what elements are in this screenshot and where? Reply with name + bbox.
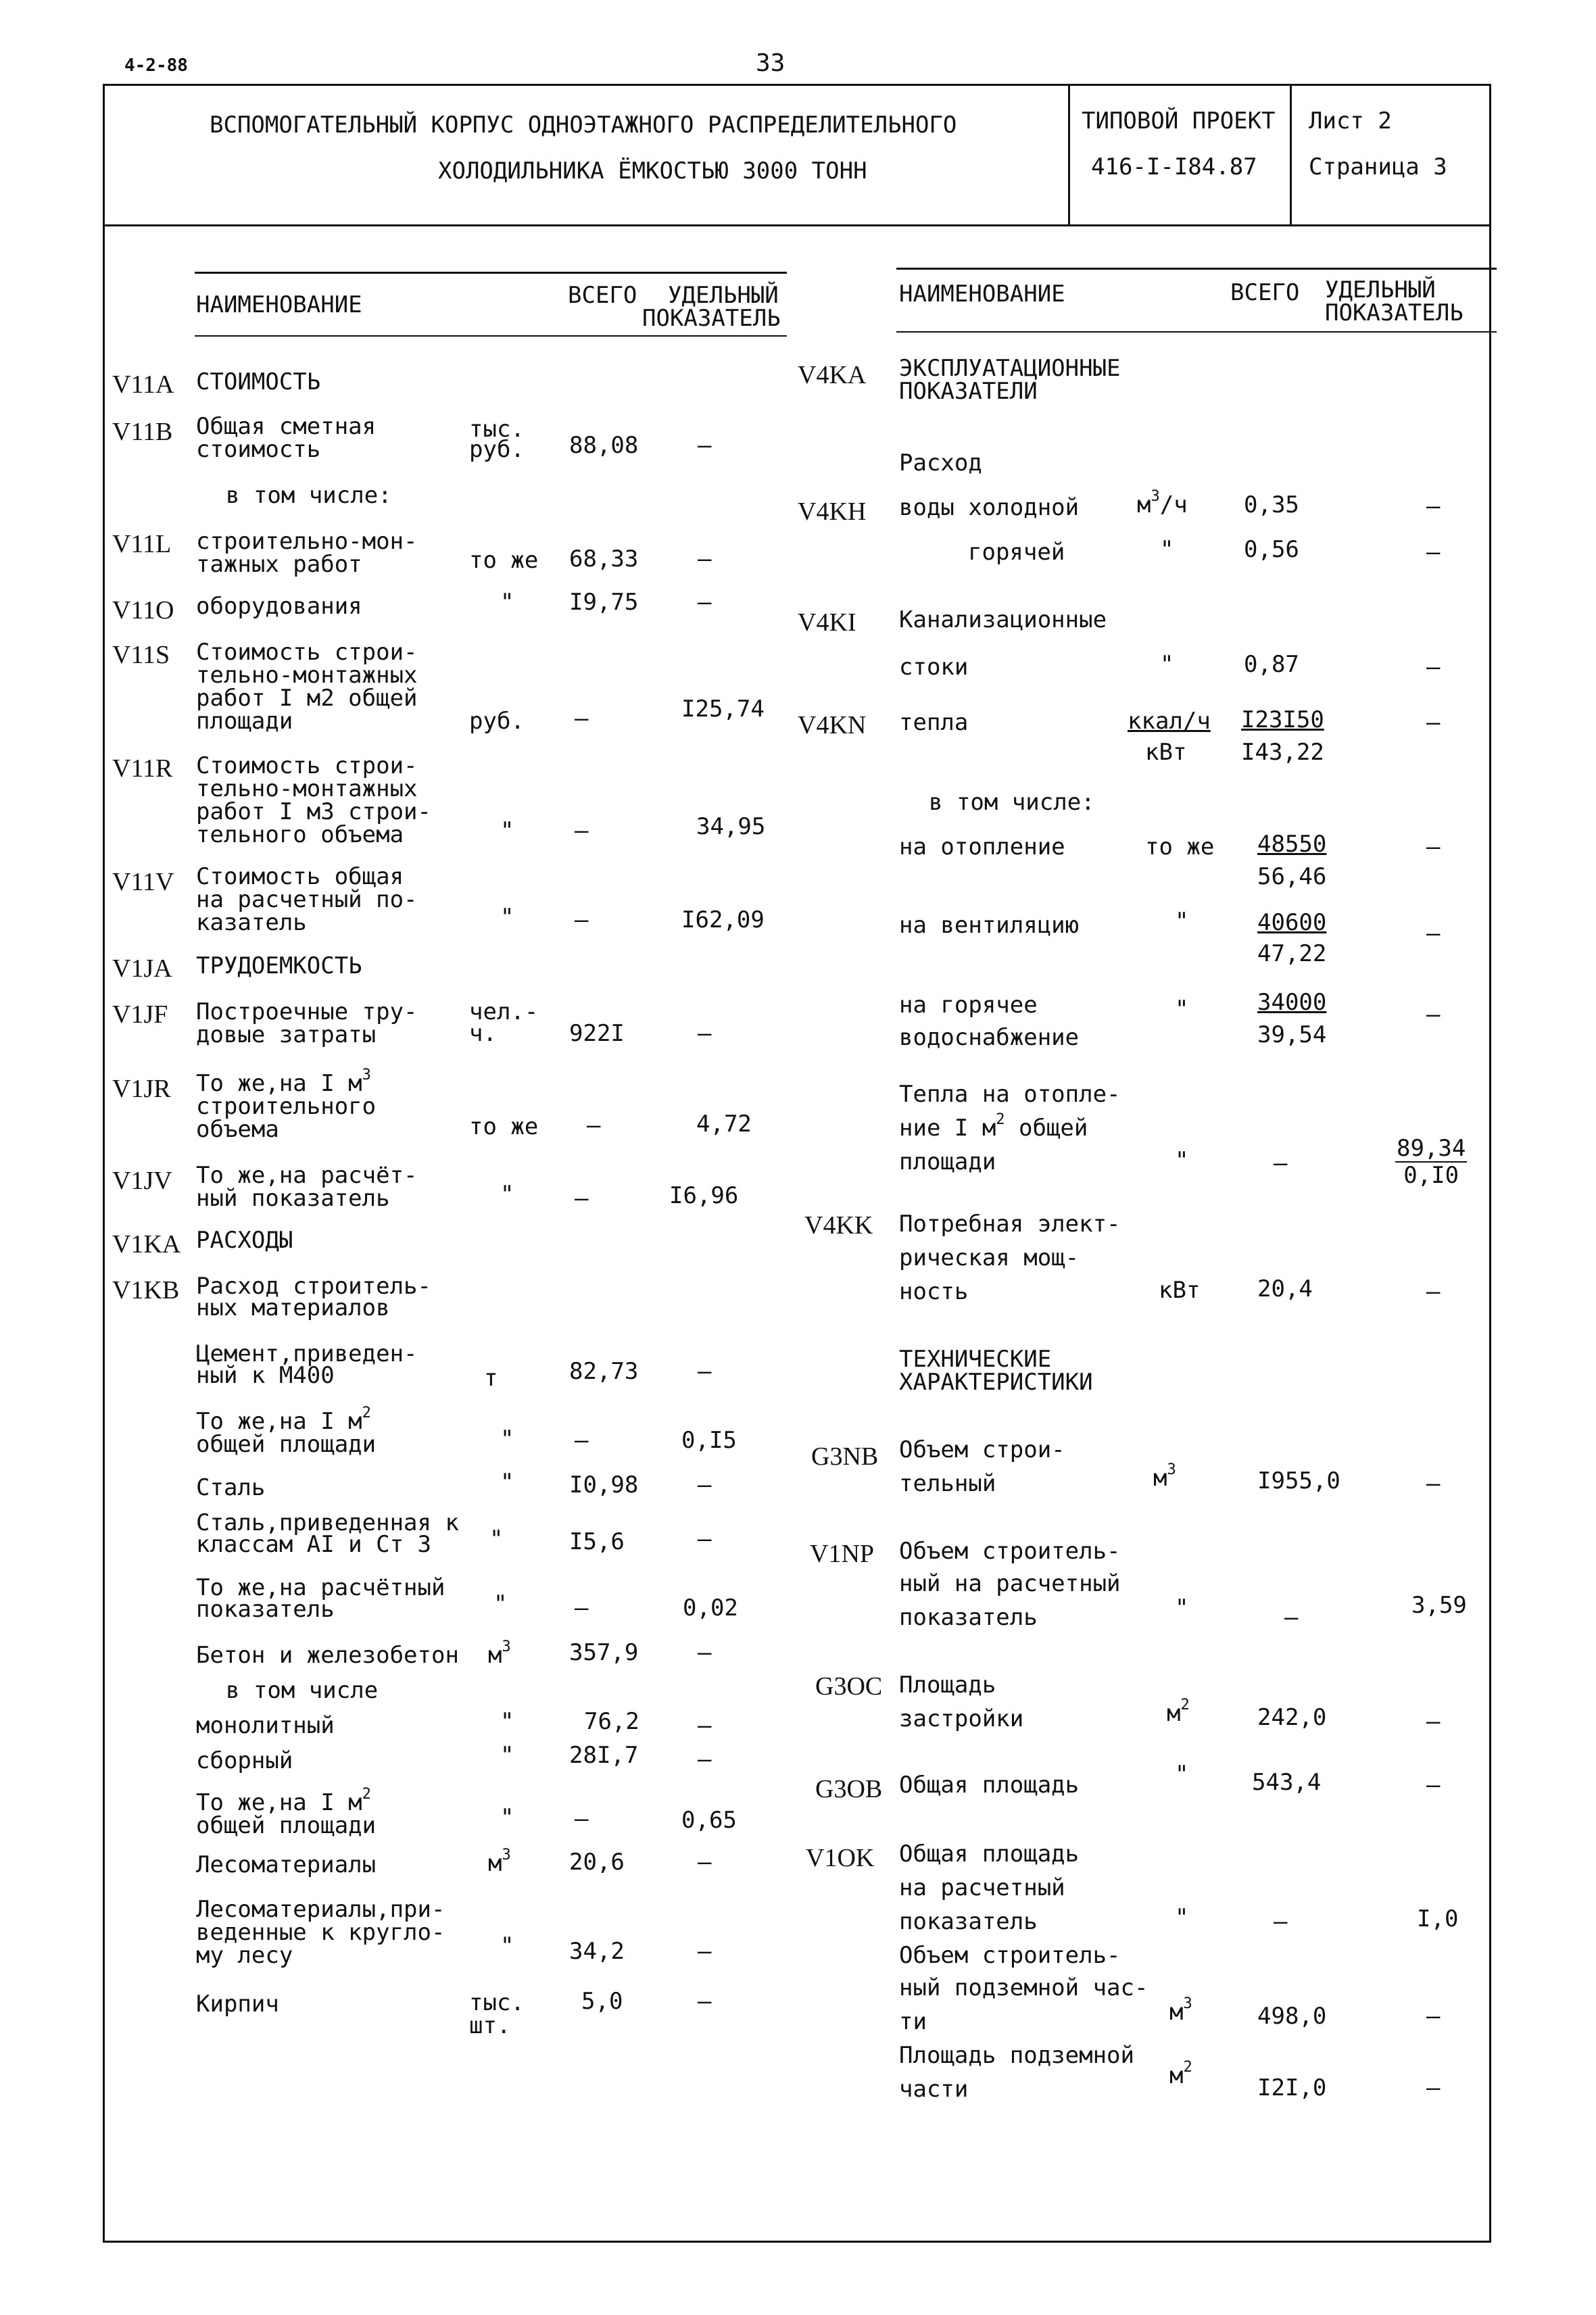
left-row-unit: то же	[469, 1113, 539, 1140]
right-row-code: V4KN	[798, 711, 867, 739]
right-row-unit	[1169, 1995, 1192, 2026]
right-row-spec: –	[1426, 1278, 1441, 1305]
left-row-name: стоимость	[196, 436, 321, 463]
right-row-unit: кВт	[1145, 739, 1187, 766]
left-row-unit: "	[500, 1804, 514, 1831]
left-header-spec-2: ПОКАЗАТЕЛЬ	[642, 305, 781, 332]
right-row-spec: –	[1426, 920, 1441, 947]
project-label: ТИПОВОЙ ПРОЕКТ	[1082, 107, 1276, 135]
unit-text: м	[1169, 2062, 1184, 2089]
right-row-name: застройки	[899, 1705, 1024, 1732]
left-row-name: показатель	[196, 1596, 335, 1623]
right-row-name: Объем строи-	[899, 1436, 1065, 1463]
right-header-spec-1: УДЕЛЬНЫЙ	[1325, 276, 1436, 303]
right-row-spec: –	[1426, 1772, 1441, 1799]
left-row-unit	[488, 1847, 511, 1877]
left-row-code: V1JV	[112, 1167, 172, 1195]
superscript: 2	[996, 1111, 1005, 1128]
left-row-name: классам АI и Ст 3	[196, 1531, 431, 1558]
left-row-name: Сталь,приведенная к	[196, 1509, 459, 1536]
right-row-name: Потребная элект-	[899, 1211, 1121, 1238]
left-row-unit: "	[500, 904, 514, 931]
right-row-name: Расход	[899, 449, 982, 477]
left-header-top-rule	[195, 272, 787, 274]
left-row-unit: "	[489, 1526, 504, 1553]
right-row-name: площади	[899, 1148, 996, 1175]
right-row-name: ЭКСПЛУАТАЦИОННЫЕ	[899, 355, 1121, 382]
right-row-code: G3OB	[815, 1775, 883, 1803]
left-row-name: Расход строитель-	[196, 1273, 431, 1300]
left-row-total: 20,6	[569, 1849, 625, 1876]
superscript: 3	[502, 1638, 511, 1655]
superscript: 2	[362, 1786, 371, 1803]
right-row-total: 39,54	[1257, 1021, 1327, 1048]
left-row-name: Стоимость общая	[196, 863, 404, 890]
left-row-name: веденные к кругло-	[196, 1919, 445, 1946]
superscript: 2	[1180, 1697, 1190, 1713]
title-divider-1	[1068, 84, 1070, 226]
right-row-spec: –	[1426, 1470, 1441, 1497]
left-row-unit: "	[500, 1708, 514, 1735]
left-row-unit: "	[500, 1425, 514, 1453]
left-row-name: тельного объема	[196, 821, 404, 848]
left-row-total: 28I,7	[569, 1742, 639, 1769]
left-header-name: НАИМЕНОВАНИЕ	[196, 291, 362, 318]
left-row-total: 88,08	[569, 432, 639, 459]
left-row-total: I0,98	[569, 1471, 639, 1498]
left-row-name: То же,на расчётный	[196, 1574, 445, 1601]
right-row-name: на расчетный	[899, 1874, 1065, 1901]
left-row-name: Стоимость строи-	[196, 639, 418, 666]
left-row-total: 68,33	[569, 545, 639, 572]
left-row-code: V1JF	[112, 1000, 168, 1029]
right-row-name: на вентиляцию	[899, 912, 1080, 939]
right-row-unit: "	[1175, 1147, 1189, 1174]
left-row-name: Общая сметная	[196, 413, 377, 440]
unit-text: м	[1153, 1465, 1167, 1492]
right-row-name: Площадь подземной	[899, 2042, 1134, 2069]
left-row-unit: тыс.	[469, 416, 525, 443]
left-row-total: 357,9	[569, 1639, 639, 1666]
left-row-unit: "	[500, 1742, 514, 1769]
left-row-spec: 0,I5	[681, 1427, 737, 1454]
left-row-name: Сталь	[196, 1474, 266, 1501]
left-row-code: V11B	[112, 418, 173, 446]
right-row-name-text: ние I м	[899, 1115, 996, 1142]
left-row-code: V11R	[112, 754, 173, 783]
right-row-unit: "	[1160, 651, 1174, 678]
left-row-total: 82,73	[569, 1358, 639, 1385]
right-row-code: G3NB	[811, 1442, 879, 1471]
left-row-total: –	[575, 705, 589, 732]
left-row-total: –	[575, 817, 589, 844]
left-row-code: V1KB	[112, 1276, 180, 1305]
left-row-unit: "	[500, 1181, 514, 1208]
fraction-denominator: 0,I0	[1403, 1162, 1459, 1189]
right-row-name: воды холодной	[899, 494, 1080, 521]
left-row-spec: –	[698, 1849, 712, 1876]
left-row-spec: I62,09	[681, 906, 765, 933]
right-row-total: 543,4	[1252, 1769, 1322, 1796]
right-row-total: I23I50	[1241, 706, 1324, 733]
left-row-unit: "	[493, 1590, 508, 1617]
left-row-name: му лесу	[196, 1942, 293, 1969]
left-row-spec: 0,65	[681, 1807, 737, 1834]
title-line-1: ВСПОМОГАТЕЛЬНЫЙ КОРПУС ОДНОЭТАЖНОГО РАСПРЕДЕЛИТЕЛЬНОГО	[210, 112, 957, 139]
left-row-name: Цемент,приведен-	[196, 1340, 418, 1367]
right-row-name: Объем строитель-	[899, 1942, 1121, 1969]
left-row-code: V11A	[112, 370, 174, 399]
superscript: 2	[1183, 2059, 1192, 2076]
unit-text: м	[1137, 491, 1151, 518]
left-row-spec: –	[698, 1712, 712, 1739]
left-row-name	[196, 1067, 371, 1097]
left-row-name: объема	[196, 1116, 279, 1143]
left-row-code: V11L	[112, 530, 172, 558]
right-row-total: 20,4	[1257, 1275, 1313, 1302]
right-row-name: тельный	[899, 1470, 996, 1497]
left-row-code: V1KA	[112, 1230, 181, 1259]
unit-text: м	[488, 1850, 502, 1877]
right-row-unit: ккал/ч	[1128, 708, 1211, 735]
left-row-name: РАСХОДЫ	[196, 1227, 293, 1254]
left-row-name: тельно-монтажных	[196, 775, 418, 802]
left-row-name: ТРУДОЕМКОСТЬ	[196, 952, 362, 979]
left-row-code: V11V	[112, 868, 174, 896]
right-row-name: ПОКАЗАТЕЛИ	[899, 378, 1038, 405]
unit-text: /ч	[1159, 491, 1188, 518]
left-row-unit: шт.	[469, 2012, 511, 2039]
left-row-spec: –	[698, 1988, 712, 2015]
right-row-name: ХАРАКТЕРИСТИКИ	[899, 1369, 1093, 1396]
left-row-name	[196, 1786, 371, 1816]
right-row-name: ТЕХНИЧЕСКИЕ	[899, 1346, 1052, 1373]
left-row-name: оборудования	[196, 593, 362, 620]
right-row-name: Объем строитель-	[899, 1538, 1121, 1565]
left-row-name: СТОИМОСТЬ	[196, 368, 321, 395]
left-row-unit: чел.-	[469, 998, 539, 1025]
right-row-total: 48550	[1257, 831, 1327, 858]
right-row-name: в том числе:	[929, 789, 1095, 816]
right-row-name: Канализационные	[899, 606, 1107, 633]
left-row-spec: –	[698, 432, 712, 459]
right-row-name: стоки	[899, 654, 969, 681]
right-row-code: V1NP	[810, 1540, 875, 1568]
right-row-spec-fraction	[1395, 1137, 1467, 1187]
left-row-spec: 0,02	[683, 1594, 738, 1622]
left-row-total: 5,0	[581, 1988, 623, 2015]
superscript: 3	[1183, 1995, 1192, 2012]
left-row-spec: 34,95	[696, 813, 766, 840]
left-row-code: V1JR	[112, 1075, 171, 1103]
left-row-name: тажных работ	[196, 551, 362, 578]
left-row-spec: –	[698, 1020, 712, 1047]
left-row-spec: –	[698, 589, 712, 616]
right-row-total: 0,87	[1244, 651, 1299, 678]
left-row-name: Стоимость строи-	[196, 752, 418, 779]
left-row-unit	[488, 1638, 511, 1669]
right-row-spec: –	[1426, 539, 1441, 566]
right-row-code: V4KK	[804, 1211, 873, 1240]
right-row-total: –	[1274, 1150, 1288, 1177]
left-row-name: в том числе:	[226, 482, 392, 509]
right-row-code: V4KH	[798, 497, 867, 526]
left-row-code: V11S	[112, 641, 170, 669]
left-row-name: на расчетный по-	[196, 886, 418, 913]
left-row-unit: руб.	[469, 436, 525, 463]
right-row-name: Общая площадь	[899, 1841, 1080, 1868]
right-row-total: 0,35	[1244, 491, 1299, 518]
right-header-bottom-rule	[896, 331, 1497, 333]
right-row-unit: то же	[1145, 833, 1215, 860]
left-row-name: в том числе	[226, 1677, 379, 1704]
right-row-name: показатель	[899, 1908, 1038, 1935]
left-header-bottom-rule	[195, 335, 787, 337]
left-row-name: Бетон и железобетон	[196, 1642, 459, 1669]
right-row-total: I955,0	[1257, 1467, 1340, 1494]
title-divider-2	[1290, 84, 1292, 226]
right-row-total: –	[1284, 1604, 1299, 1631]
right-row-spec: –	[1426, 1708, 1441, 1735]
right-row-name: Общая площадь	[899, 1772, 1080, 1799]
left-row-name: строительного	[196, 1093, 377, 1120]
right-row-name: ти	[899, 2008, 927, 2035]
left-row-unit: руб.	[469, 708, 525, 735]
left-row-name: площади	[196, 708, 293, 735]
right-row-spec: 3,59	[1411, 1592, 1467, 1619]
right-row-unit: "	[1175, 1594, 1189, 1622]
page-label: Страница 3	[1309, 153, 1447, 180]
right-row-total: I2I,0	[1257, 2074, 1327, 2101]
left-row-total: 34,2	[569, 1938, 625, 1965]
right-row-name: на отопление	[899, 833, 1065, 860]
left-row-spec: 4,72	[696, 1111, 752, 1138]
title-block-bottom-line	[103, 224, 1491, 226]
right-row-spec: –	[1426, 1001, 1441, 1028]
left-row-name: ный к М400	[196, 1362, 335, 1389]
left-row-spec: –	[698, 1471, 712, 1498]
left-row-code: V11O	[112, 596, 174, 625]
left-row-code: V1JA	[112, 954, 172, 983]
right-row-code: G3OC	[815, 1672, 883, 1701]
left-row-total: 922I	[569, 1020, 625, 1047]
left-row-name: строительно-мон-	[196, 528, 418, 555]
right-row-total: 56,46	[1257, 863, 1327, 890]
left-row-name: То же,на расчёт-	[196, 1162, 418, 1189]
superscript: 3	[1167, 1461, 1176, 1478]
right-row-unit: "	[1160, 536, 1174, 563]
title-line-2: ХОЛОДИЛЬНИКА ЁМКОСТЬЮ 3000 ТОНН	[438, 157, 867, 185]
right-row-unit	[1137, 488, 1188, 518]
right-row-unit: кВт	[1159, 1277, 1201, 1304]
left-row-name: казатель	[196, 909, 307, 936]
left-row-name: Лесоматериалы	[196, 1851, 377, 1878]
right-row-name-text: общей	[1005, 1115, 1088, 1142]
left-row-total: –	[587, 1112, 601, 1139]
left-row-total: –	[575, 1427, 589, 1454]
unit-text: м	[1169, 1999, 1184, 2026]
right-row-unit: "	[1175, 1904, 1189, 1931]
right-row-name	[899, 1111, 1088, 1142]
right-row-name: на горячее	[899, 992, 1038, 1019]
right-row-spec: –	[1426, 2074, 1441, 2101]
right-row-name: рическая мощ-	[899, 1244, 1080, 1271]
right-row-unit	[1169, 2059, 1192, 2089]
right-row-code: V4KI	[798, 608, 856, 637]
right-row-unit	[1153, 1461, 1176, 1492]
left-row-spec: –	[698, 1746, 712, 1773]
left-row-spec: –	[698, 1639, 712, 1666]
left-row-name: довые затраты	[196, 1021, 377, 1048]
project-number: 416-I-I84.87	[1091, 153, 1257, 180]
right-row-spec: –	[1426, 654, 1441, 681]
left-row-name: Построечные тру-	[196, 998, 418, 1025]
left-row-unit: т	[484, 1365, 498, 1392]
right-row-total: 47,22	[1257, 940, 1327, 967]
left-row-spec: I6,96	[669, 1182, 739, 1209]
right-row-name: Тепла на отопле-	[899, 1081, 1121, 1108]
superscript: 2	[362, 1405, 371, 1421]
right-row-total: 498,0	[1257, 2003, 1327, 2030]
left-row-unit: тыс.	[469, 1989, 525, 2016]
left-row-name: общей площади	[196, 1812, 377, 1839]
left-row-name: общей площади	[196, 1431, 377, 1458]
right-header-top-rule	[896, 268, 1497, 270]
right-row-spec: –	[1426, 2003, 1441, 2030]
right-row-unit: "	[1175, 908, 1189, 935]
left-row-name: тельно-монтажных	[196, 662, 418, 689]
right-row-code: V1OK	[806, 1844, 875, 1872]
left-row-spec: –	[698, 1938, 712, 1965]
right-row-total: 34000	[1257, 989, 1327, 1016]
left-row-total: –	[575, 1185, 589, 1212]
doc-code: 4-2-88	[124, 55, 188, 76]
left-row-name: работ I м3 строи-	[196, 798, 431, 825]
left-row-name: монолитный	[196, 1712, 335, 1739]
right-row-name: водоснабжение	[899, 1024, 1080, 1051]
left-row-unit: "	[500, 1932, 514, 1959]
left-row-unit: "	[500, 589, 514, 616]
left-row-unit: то же	[469, 547, 539, 574]
page-number: 33	[756, 49, 785, 77]
right-row-unit: "	[1175, 996, 1189, 1023]
left-row-name: работ I м2 общей	[196, 685, 418, 712]
right-row-name: горячей	[968, 539, 1065, 566]
sheet-label: Лист 2	[1309, 107, 1392, 135]
left-row-unit: ч.	[469, 1020, 497, 1047]
left-row-total: 76,2	[584, 1708, 639, 1735]
right-header-name: НАИМЕНОВАНИЕ	[899, 281, 1065, 308]
left-row-total: I9,75	[569, 589, 639, 616]
right-row-name: ный на расчетный	[899, 1570, 1121, 1597]
left-row-total: –	[575, 1594, 589, 1622]
right-row-total: I43,22	[1241, 739, 1324, 766]
left-header-total: ВСЕГО	[568, 282, 637, 309]
left-row-name: ных материалов	[196, 1294, 390, 1321]
right-row-spec: I,0	[1417, 1905, 1459, 1932]
right-row-spec: –	[1426, 709, 1441, 736]
right-row-spec: –	[1426, 833, 1441, 860]
left-row-unit: "	[500, 1469, 514, 1496]
left-row-spec: –	[698, 1526, 712, 1553]
right-row-total: 242,0	[1257, 1704, 1327, 1731]
right-row-unit	[1167, 1697, 1190, 1727]
right-row-total: –	[1274, 1908, 1288, 1935]
left-row-total: I5,6	[569, 1528, 625, 1555]
left-row-name-text: То же,на I м	[196, 1408, 362, 1435]
left-row-name: Кирпич	[196, 1991, 279, 2018]
left-row-name: сборный	[196, 1747, 293, 1774]
right-row-name: части	[899, 2076, 969, 2103]
right-row-spec: –	[1426, 493, 1441, 520]
superscript: 3	[502, 1847, 511, 1863]
left-row-name: ный показатель	[196, 1185, 390, 1212]
left-row-spec: –	[698, 1358, 712, 1385]
right-row-unit: "	[1175, 1761, 1189, 1788]
left-row-total: –	[575, 906, 589, 933]
right-row-code: V4KA	[798, 361, 867, 389]
right-row-name: показатель	[899, 1604, 1038, 1631]
right-header-total: ВСЕГО	[1230, 279, 1300, 306]
right-row-name: ность	[899, 1278, 969, 1305]
right-row-name: ный подземной час-	[899, 1974, 1148, 2001]
unit-text: м	[1167, 1700, 1181, 1727]
left-row-name-text: То же,на I м	[196, 1789, 362, 1816]
left-row-name-text: То же,на I м	[196, 1070, 362, 1097]
right-row-total: 40600	[1257, 909, 1327, 936]
right-header-spec-2: ПОКАЗАТЕЛЬ	[1325, 299, 1464, 326]
left-row-name	[196, 1405, 371, 1435]
superscript: 3	[1151, 488, 1160, 505]
fraction	[1395, 1137, 1467, 1187]
left-row-unit: "	[500, 817, 514, 844]
left-row-spec: –	[698, 545, 712, 572]
left-row-name: Лесоматериалы,при-	[196, 1896, 445, 1923]
left-row-total: –	[575, 1805, 589, 1832]
right-row-name: Площадь	[899, 1672, 996, 1699]
superscript: 3	[362, 1067, 371, 1083]
fraction-numerator: 89,34	[1397, 1135, 1466, 1162]
unit-text: м	[488, 1642, 502, 1669]
right-row-name: тепла	[899, 709, 969, 736]
left-header-spec-1: УДЕЛЬНЫЙ	[668, 282, 779, 309]
right-row-total: 0,56	[1244, 536, 1299, 563]
left-row-spec: I25,74	[681, 696, 765, 723]
